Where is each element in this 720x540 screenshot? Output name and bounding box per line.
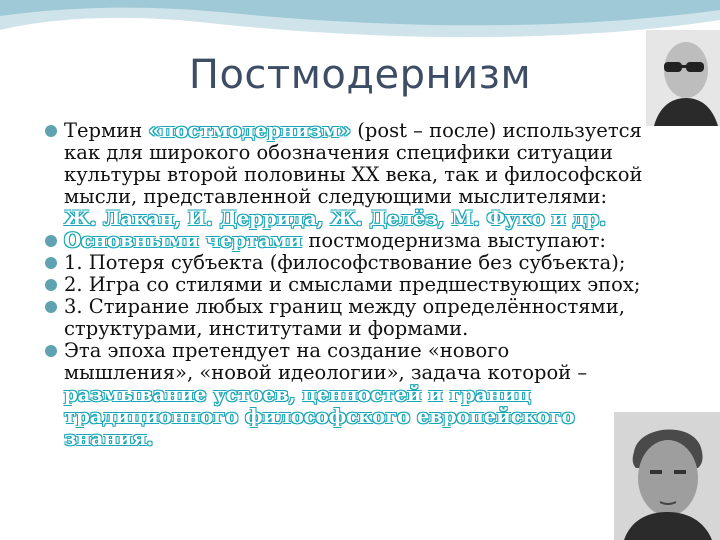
bullet-features: [44, 230, 644, 252]
bullet-dot-icon: [45, 301, 57, 313]
portrait-photo: [646, 30, 720, 126]
bullet-dot-icon: [45, 125, 57, 137]
portrait-photo: [614, 412, 720, 540]
bullet-epoch: [44, 340, 644, 450]
feature-3-text: 3. Стирание любых границ между определённостями, структурами, институтами и формами.: [64, 295, 625, 340]
bullet-dot-icon: [45, 279, 57, 291]
slide-title: Постмодернизм: [188, 52, 532, 98]
bullet-dot-icon: [45, 257, 57, 269]
bullet-term: [44, 120, 644, 230]
bullet-feature-3: [44, 296, 644, 340]
term-intro: Термин: [64, 119, 149, 142]
bullet-dot-icon: [45, 235, 57, 247]
term-highlight: «постмодернизм»: [148, 119, 352, 142]
bullet-feature-2: [44, 274, 644, 296]
features-highlight: Основными чертами: [64, 229, 303, 252]
epoch-text: Эта эпоха претендует на создание «нового мышления», «новой идеологии», задача которой –: [64, 339, 588, 384]
bullet-feature-1: [44, 252, 644, 274]
feature-1-text: 1. Потеря субъекта (философствование без субъекта);: [64, 251, 626, 274]
epoch-highlight: размывание устоев, ценностей и границ традиционного философского европейского знания.: [64, 383, 575, 450]
thinkers-highlight: Ж. Лакан, И. Деррида, Ж. Делёз, М. Фуко и др.: [64, 207, 607, 230]
bullet-dot-icon: [45, 345, 57, 357]
features-text: постмодернизма выступают:: [302, 229, 606, 252]
term-description: (post – после) используется как для широкого обозначения специфики ситуации культуры второй половины XX века, так и философской мысли, представленной следующими мыслителями:: [64, 119, 643, 208]
bullet-list: [44, 120, 644, 450]
feature-2-text: 2. Игра со стилями и смыслами предшествующих эпох;: [64, 273, 641, 296]
